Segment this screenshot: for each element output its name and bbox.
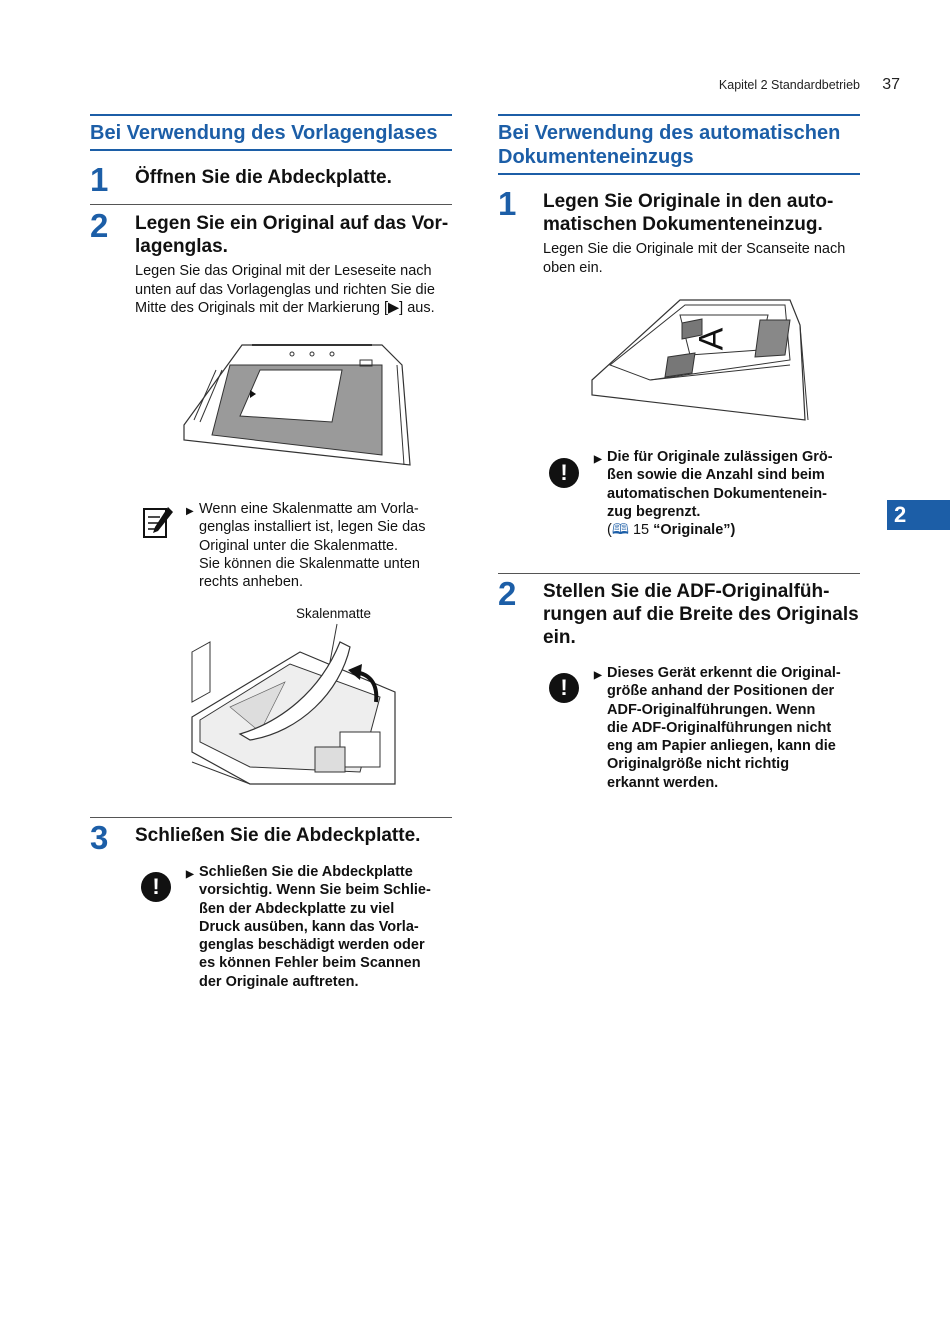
step-description: Legen Sie die Originale mit der Scanseite nach oben ein. (543, 241, 846, 276)
exclamation-icon: ! (549, 673, 579, 703)
memo-pencil-icon (142, 505, 174, 541)
step-divider (90, 817, 452, 818)
figure-label-skalenmatte: Skalenmatte (296, 606, 372, 621)
triangle-bullet-icon: ▶ (186, 869, 194, 880)
step-number-2: 2 (498, 575, 517, 612)
triangle-bullet-icon: ▶ (594, 454, 602, 465)
exclamation-icon: ! (549, 458, 579, 488)
warning-note-guides: ▶ Dieses Gerät erkennt die Original- größe anhand der Positionen der ADF-Originalführungen. Wenn die ADF-Originalführungen nicht eng am Papier anliegen, kann die Originalgröße nicht richtig erkannt werden. (594, 665, 841, 791)
step-number-3: 3 (90, 819, 109, 856)
reference-page: 15 (632, 522, 650, 539)
section-title-adf: Bei Verwendung des automatischen Dokumenteneinzugs (498, 114, 860, 175)
scale-mat-figure (190, 622, 400, 784)
book-icon: 🕮 (611, 522, 629, 539)
section-title-glass: Bei Verwendung des Vorlagenglases (90, 114, 452, 151)
triangle-bullet-icon: ▶ (186, 506, 194, 517)
chapter-tab: 2 (887, 500, 950, 530)
chapter-header: Kapitel 2 Standardbetrieb (718, 78, 860, 92)
step-title-place-original: Legen Sie ein Original auf das Vor- lagenglas. (135, 213, 449, 257)
warning-note-adf-limits: ▶ Die für Originale zulässigen Grö- ßen sowie die Anzahl sind beim automatischen Dokumentenein- zug begrenzt. (🕮 15 “Originale”) (607, 448, 867, 539)
cross-reference[interactable]: (🕮 15 “Originale”) (607, 522, 736, 539)
step-title-adjust-guides: Stellen Sie die ADF-Originalfüh- rungen auf die Breite des Originals ein. (543, 581, 859, 648)
step-title-open-cover: Öffnen Sie die Abdeckplatte. (135, 167, 392, 188)
step-title-close-cover: Schließen Sie die Abdeckplatte. (135, 825, 421, 846)
step-number-1: 1 (90, 161, 109, 198)
step-number-2: 2 (90, 207, 109, 244)
step-description: Legen Sie das Original mit der Leseseite nach unten auf das Vorlagenglas und richten Sie die Mitte des Originals mit der Markierung [▶] aus. (135, 263, 435, 316)
memo-note: ▶ Wenn eine Skalenmatte am Vorla- genglas installiert ist, legen Sie das Original unter die Skalenmatte. Sie können die Skalenmatte unten rechts anheben. (186, 501, 426, 591)
warning-note-close-cover: ▶ Schließen Sie die Abdeckplatte vorsichtig. Wenn Sie beim Schlie- ßen der Abdeckplatte zu viel Druck ausüben, kann das Vorla- genglas beschädigt werden oder es können Fehler beim Scannen der Originale auftreten. (186, 864, 431, 990)
adf-figure (590, 295, 815, 425)
triangle-bullet-icon: ▶ (594, 670, 602, 681)
adf-original-letter: A (692, 327, 731, 351)
exclamation-icon: ! (141, 872, 171, 902)
step-number-1: 1 (498, 185, 517, 222)
page-number: 37 (882, 76, 900, 93)
step-divider (90, 204, 452, 205)
step-divider (498, 573, 860, 574)
reference-title: “Originale” (653, 522, 731, 539)
platen-glass-figure (182, 340, 412, 470)
step-title-load-adf: Legen Sie Originale in den auto- matischen Dokumenteneinzug. (543, 191, 834, 235)
